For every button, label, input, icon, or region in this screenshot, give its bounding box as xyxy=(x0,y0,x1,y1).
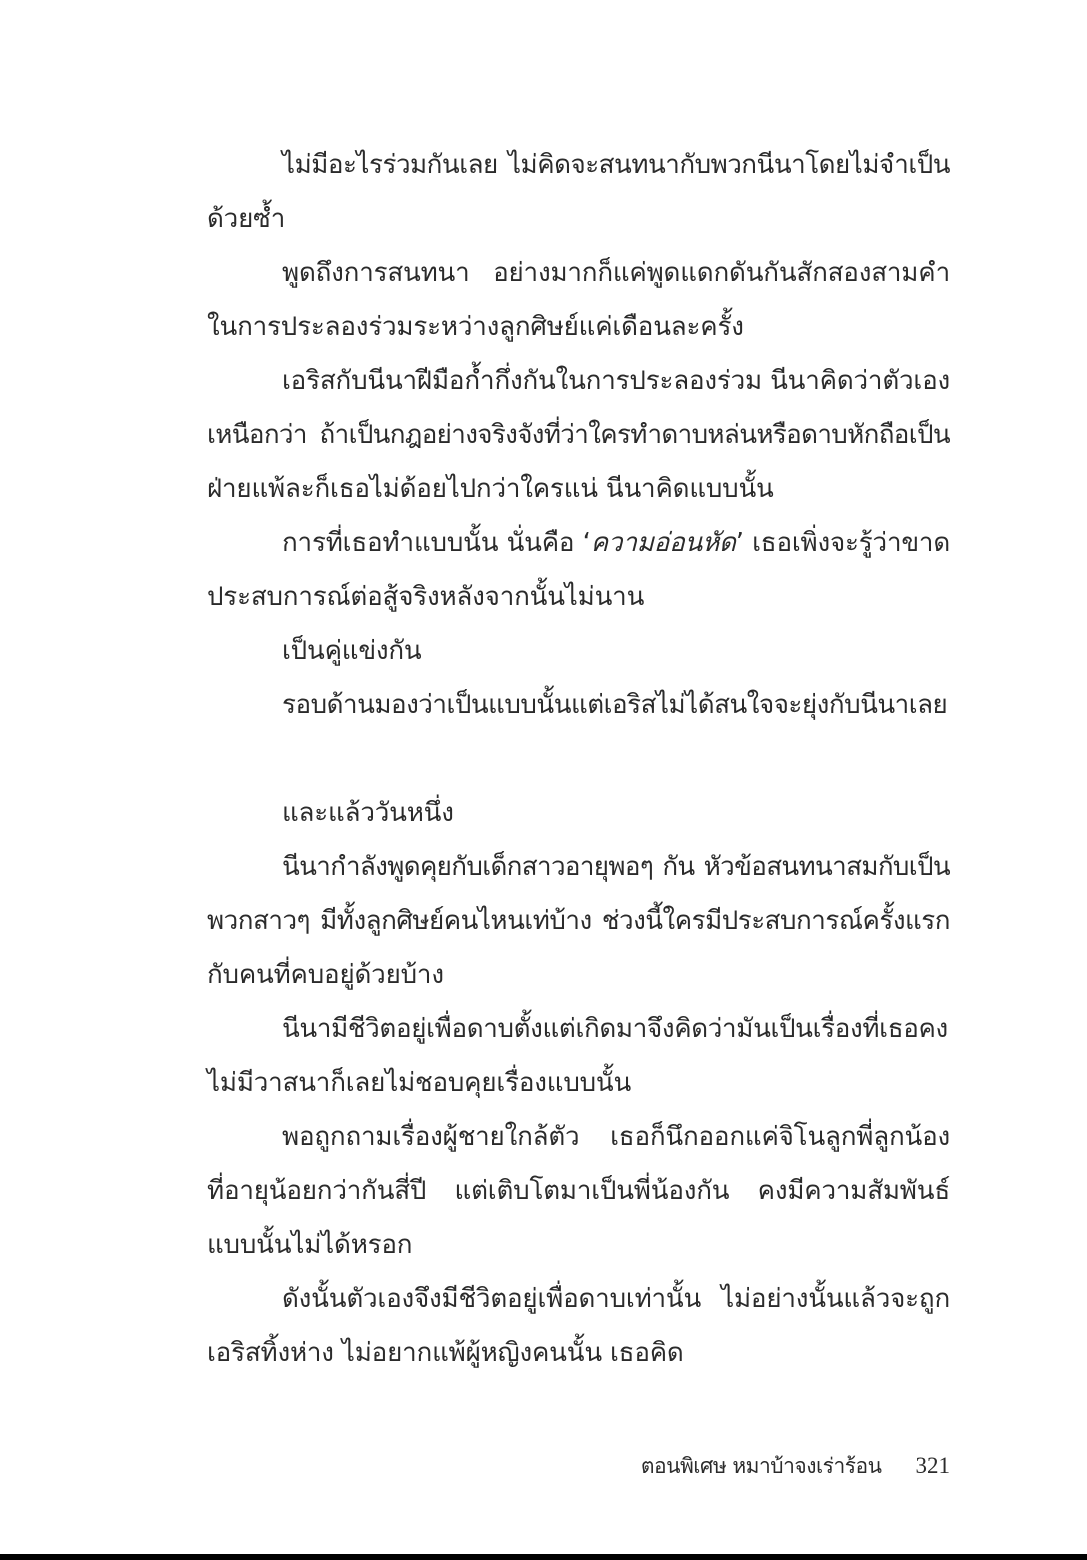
text-line: ฝ่ายแพ้ละก็เธอไม่ด้อยไปกว่าใครแน่ นีนาคิดแบบนั้น xyxy=(207,474,774,504)
italic-phrase: ความอ่อนหัด xyxy=(590,528,736,558)
text-line: เหนือกว่า ถ้าเป็นกฎอย่างจริงจังที่ว่าใครทำดาบหล่นหรือดาบหักถือเป็น xyxy=(207,420,950,450)
text-line: ในการประลองร่วมระหว่างลูกศิษย์แค่เดือนละครั้ง xyxy=(207,312,744,342)
body-text xyxy=(207,138,950,1380)
text-line: และแล้ววันหนึ่ง xyxy=(282,798,454,828)
bottom-border xyxy=(0,1554,1087,1560)
text-line xyxy=(207,516,950,570)
text-line: ประสบการณ์ต่อสู้จริงหลังจากนั้นไม่นาน xyxy=(207,582,645,612)
text-line: ดังนั้นตัวเองจึงมีชีวิตอยู่เพื่อดาบเท่านั้น ไม่อย่างนั้นแล้วจะถูก xyxy=(282,1284,950,1314)
text-line: พอถูกถามเรื่องผู้ชายใกล้ตัว เธอก็นึกออกแค่จิโนลูกพี่ลูกน้อง xyxy=(282,1122,950,1152)
text-line: เอริสทิ้งห่าง ไม่อยากแพ้ผู้หญิงคนนั้น เธอคิด xyxy=(207,1338,684,1368)
page-number: 321 xyxy=(915,1453,950,1478)
text-line: ไม่มีวาสนาก็เลยไม่ชอบคุยเรื่องแบบนั้น xyxy=(207,1068,632,1098)
text-segment: การที่เธอทำแบบนั้น นั่นคือ ‘ xyxy=(282,528,591,558)
text-line: พูดถึงการสนทนา อย่างมากก็แค่พูดแดกดันกันสักสองสามคำ xyxy=(282,258,950,288)
text-line: แบบนั้นไม่ได้หรอก xyxy=(207,1230,413,1260)
text-line: เอริสกับนีนาฝีมือก้ำกึ่งกันในการประลองร่วม นีนาคิดว่าตัวเอง xyxy=(282,366,950,396)
text-line: นีนามีชีวิตอยู่เพื่อดาบตั้งแต่เกิดมาจึงคิดว่ามันเป็นเรื่องที่เธอคง xyxy=(282,1014,948,1044)
text-line: ที่อายุน้อยกว่ากันสี่ปี แต่เติบโตมาเป็นพี่น้องกัน คงมีความสัมพันธ์ xyxy=(207,1176,950,1206)
text-line: นีนากำลังพูดคุยกับเด็กสาวอายุพอๆ กัน หัวข้อสนทนาสมกับเป็น xyxy=(282,852,950,882)
scene-break xyxy=(207,732,950,786)
text-line: ด้วยซ้ำ xyxy=(207,204,286,234)
text-line: พวกสาวๆ มีทั้งลูกศิษย์คนไหนเท่บ้าง ช่วงนี้ใครมีประสบการณ์ครั้งแรก xyxy=(207,906,950,936)
text-segment: ’ เธอเพิ่งจะรู้ว่าขาด xyxy=(735,528,951,558)
page-footer xyxy=(641,1446,950,1486)
text-line: รอบด้านมองว่าเป็นแบบนั้นแต่เอริสไม่ได้สนใจจะยุ่งกับนีนาเลย xyxy=(282,690,948,720)
running-title: ตอนพิเศษ หมาบ้าจงเร่าร้อน xyxy=(640,1454,882,1478)
text-line: กับคนที่คบอยู่ด้วยบ้าง xyxy=(207,960,444,990)
text-line: เป็นคู่แข่งกัน xyxy=(282,636,422,666)
text-line: ไม่มีอะไรร่วมกันเลย ไม่คิดจะสนทนากับพวกนีนาโดยไม่จำเป็น xyxy=(282,150,950,180)
